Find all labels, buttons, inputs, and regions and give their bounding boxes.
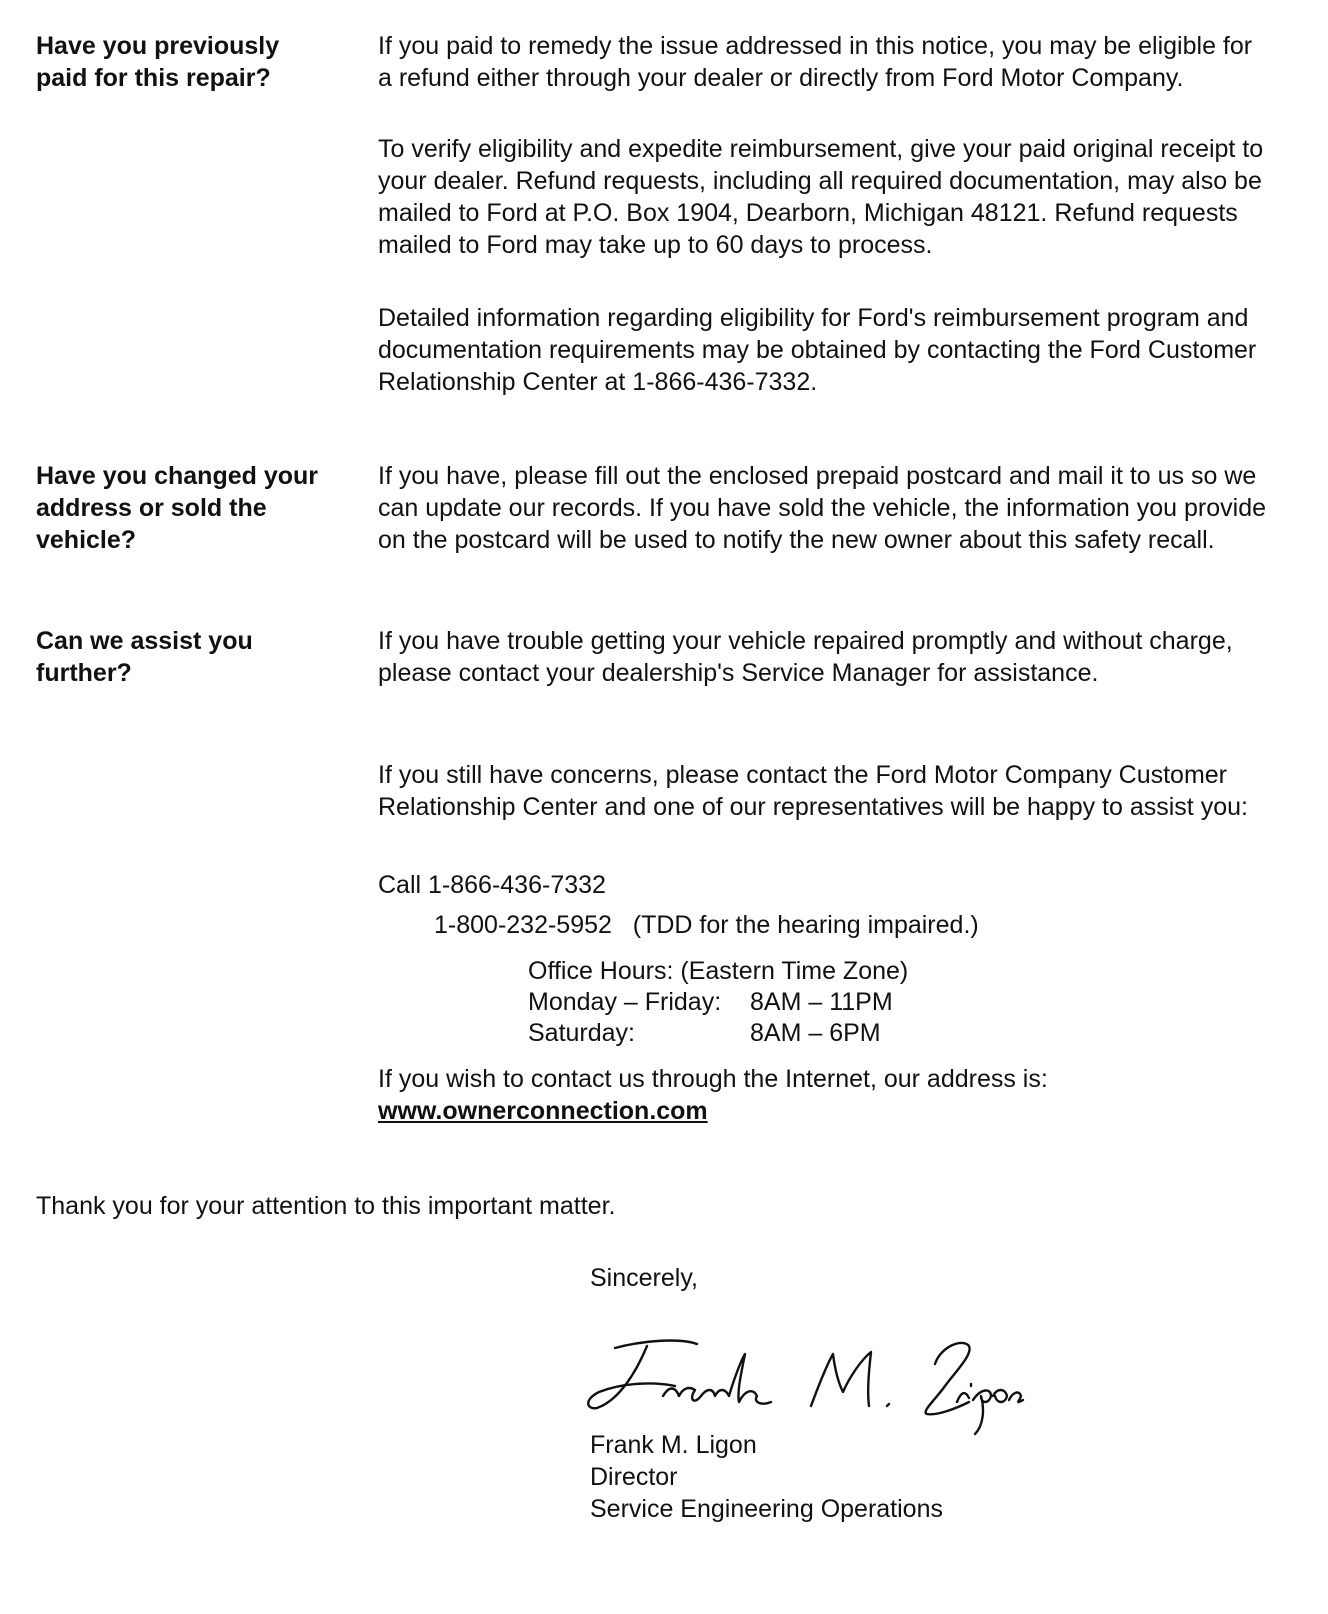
saturday-hours-row [528, 1017, 881, 1049]
paragraph-postcard: If you have, please fill out the enclosed prepaid postcard and mail it to us so we can update our records. If you have sold the vehicle, the information you provide on the postcard will be used to notify the new owner about this safety recall. [378, 462, 1267, 554]
question-assist-further: Can we assist you further? [36, 627, 253, 687]
saturday-hours: 8AM – 6PM [750, 1019, 881, 1047]
paragraph-verify-eligibility: To verify eligibility and expedite reimbursement, give your paid original receipt to your dealer. Refund requests, including all required documentation, may also be mailed to Ford at P.O. Box 1904, Dearborn, Michigan 48121. Refund requests mailed to Ford may take up to 60 days to process. [378, 135, 1264, 259]
salutation: Sincerely, [590, 1264, 698, 1292]
signer-title: Director [590, 1463, 678, 1491]
paragraph-detailed-information: Detailed information regarding eligibility for Ford's reimbursement program and documentation requirements may be obtained by contacting the Ford Customer Relationship Center at 1-866-436-7332. [378, 304, 1257, 396]
weekday-label: Monday – Friday: [528, 988, 722, 1016]
paragraph-trouble-repair: If you have trouble getting your vehicle repaired promptly and without charge, please contact your dealership's Service Manager for assistance. [378, 627, 1233, 687]
question-changed-address: Have you changed your address or sold the vehicle? [36, 462, 319, 554]
office-hours-label: Office Hours: (Eastern Time Zone) [528, 957, 909, 985]
weekday-hours-row [528, 986, 893, 1018]
call-phone-line: Call 1-866-436-7332 [378, 871, 606, 899]
signer-name: Frank M. Ligon [590, 1431, 757, 1459]
tdd-phone-line: 1-800-232-5952 (TDD for the hearing impaired.) [434, 911, 979, 939]
thank-you-text: Thank you for your attention to this important matter. [36, 1192, 616, 1220]
question-previously-paid: Have you previously paid for this repair? [36, 32, 280, 92]
signer-department: Service Engineering Operations [590, 1495, 943, 1523]
paragraph-refund-eligibility: If you paid to remedy the issue addressed in this notice, you may be eligible for a refund either through your dealer or directly from Ford Motor Company. [378, 32, 1253, 92]
handwritten-signature [585, 1330, 1025, 1440]
saturday-label: Saturday: [528, 1019, 636, 1047]
paragraph-still-concerns: If you still have concerns, please contact the Ford Motor Company Customer Relationship Center and one of our representatives will be happy to assist you: [378, 761, 1248, 821]
internet-contact-text: If you wish to contact us through the Internet, our address is: [378, 1065, 1048, 1093]
owner-connection-link[interactable]: www.ownerconnection.com [378, 1097, 708, 1125]
weekday-hours: 8AM – 11PM [750, 988, 893, 1016]
